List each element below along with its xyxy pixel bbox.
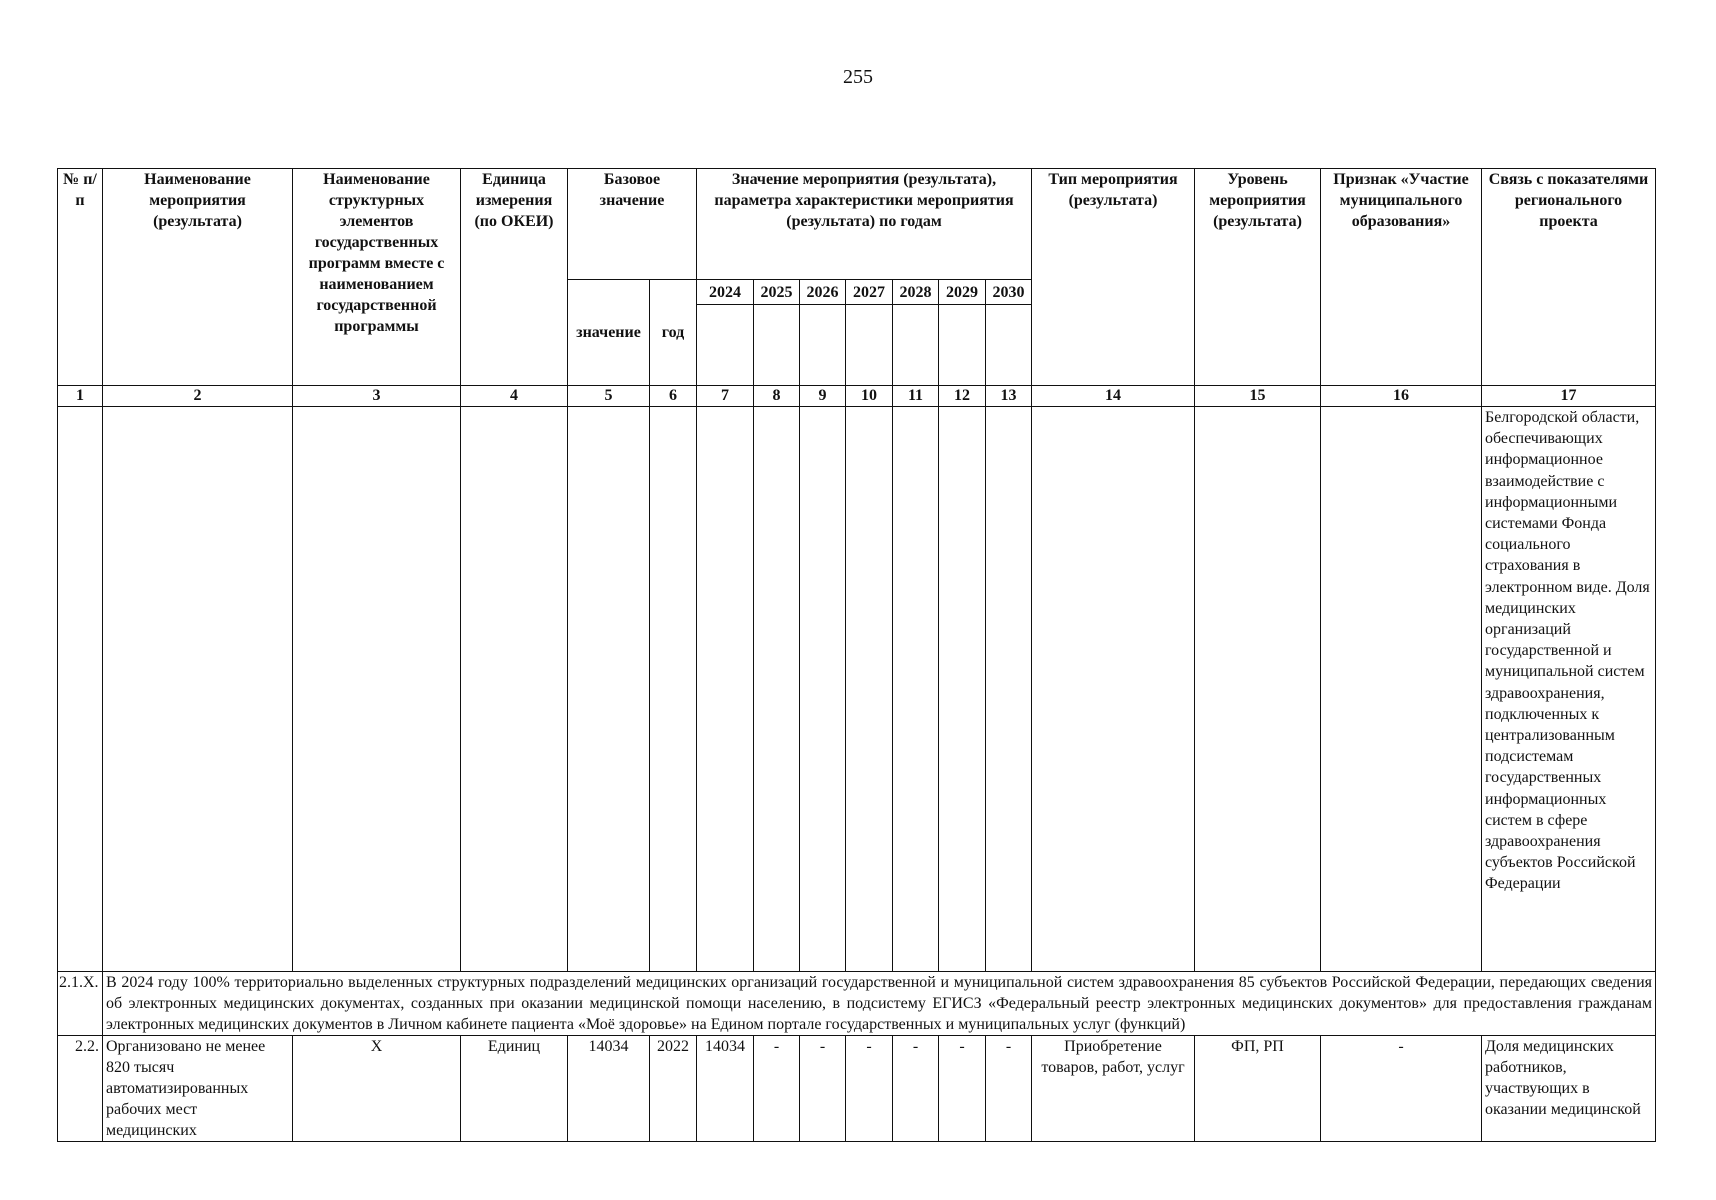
unit: Единиц [461, 1036, 568, 1142]
header-activity-name: Наименование мероприятия (результата) [103, 169, 293, 386]
regional-link-continued: Белгородской области, обеспечивающих информационное взаимодействие с информационными системами Фонда социального страхования в электронном виде. Доля медицинских организаций государственной и муниципальной систем здравоохранения, подключенных к централизованным подсистемам государственных информационных систем в сфере здравоохранения субъектов Российской Федерации [1482, 407, 1656, 972]
table-header [58, 169, 1656, 407]
table-row-continued [58, 407, 1656, 972]
column-number: 6 [650, 386, 697, 407]
note-row-text: В 2024 году 100% территориально выделенных структурных подразделений медицинских организаций государственной и муниципальной систем здравоохранения 85 субъектов Российской Федерации, передающих сведения об электронных медицинских документах, созданных при оказании медицинской помощи населению, в подсистему ЕГИСЗ «Федеральный реестр электронных медицинских документов» для предоставления гражданам электронных медицинских документов в Личном кабинете пациента «Моё здоровье» на Едином портале государственных и муниципальных услуг (функций) [103, 972, 1656, 1036]
column-number: 12 [939, 386, 986, 407]
header-year-2027: 2027 [846, 280, 893, 305]
header-base-value: Базовое значение [568, 169, 697, 280]
column-number: 2 [103, 386, 293, 407]
header-yearly-values: Значение мероприятия (результата), параметра характеристики мероприятия (результата) по годам [697, 169, 1032, 280]
base-value: 14034 [568, 1036, 650, 1142]
header-base-value-year: год [650, 280, 697, 386]
activities-table [57, 168, 1656, 1142]
row-number: 2.2. [58, 1036, 103, 1142]
structural-element: Х [293, 1036, 461, 1142]
header-year-2026: 2026 [800, 280, 846, 305]
header-year-2029: 2029 [939, 280, 986, 305]
header-regional-link: Связь с показателями регионального проекта [1482, 169, 1656, 386]
header-year-2030: 2030 [986, 280, 1032, 305]
header-year-2024: 2024 [697, 280, 754, 305]
value-2026: - [800, 1036, 846, 1142]
value-2030: - [986, 1036, 1032, 1142]
base-year: 2022 [650, 1036, 697, 1142]
column-number: 16 [1321, 386, 1482, 407]
value-2029: - [939, 1036, 986, 1142]
municipal-participation: - [1321, 1036, 1482, 1142]
header-activity-type: Тип мероприятия (результата) [1032, 169, 1195, 386]
table-row [58, 1036, 1656, 1142]
column-number: 15 [1195, 386, 1321, 407]
page-number: 255 [843, 66, 873, 88]
activity-type: Приобретение товаров, работ, услуг [1032, 1036, 1195, 1142]
column-number: 5 [568, 386, 650, 407]
column-number: 1 [58, 386, 103, 407]
header-year-2025: 2025 [754, 280, 800, 305]
header-municipal-participation: Признак «Участие муниципального образования» [1321, 169, 1482, 386]
note-row-number: 2.1.X. [58, 972, 103, 1036]
header-base-value-value: значение [568, 280, 650, 386]
column-number: 13 [986, 386, 1032, 407]
value-2028: - [893, 1036, 939, 1142]
column-number: 3 [293, 386, 461, 407]
header-activity-level: Уровень мероприятия (результата) [1195, 169, 1321, 386]
regional-link: Доля медицинских работников, участвующих в оказании медицинской [1482, 1036, 1656, 1142]
column-number: 14 [1032, 386, 1195, 407]
value-2024: 14034 [697, 1036, 754, 1142]
column-number: 8 [754, 386, 800, 407]
column-number: 7 [697, 386, 754, 407]
value-2025: - [754, 1036, 800, 1142]
column-number: 17 [1482, 386, 1656, 407]
column-number: 4 [461, 386, 568, 407]
column-number-row [58, 386, 1656, 407]
value-2027: - [846, 1036, 893, 1142]
header-year-2028: 2028 [893, 280, 939, 305]
header-unit: Единица измерения (по ОКЕИ) [461, 169, 568, 386]
column-number: 11 [893, 386, 939, 407]
column-number: 9 [800, 386, 846, 407]
header-structural-elements: Наименование структурных элементов государственных программ вместе с наименованием государственной программы [293, 169, 461, 386]
activity-name: Организовано не менее 820 тысяч автоматизированных рабочих мест медицинских [103, 1036, 293, 1142]
activity-level: ФП, РП [1195, 1036, 1321, 1142]
table-row-note [58, 972, 1656, 1036]
header-num: № п/п [58, 169, 103, 386]
column-number: 10 [846, 386, 893, 407]
